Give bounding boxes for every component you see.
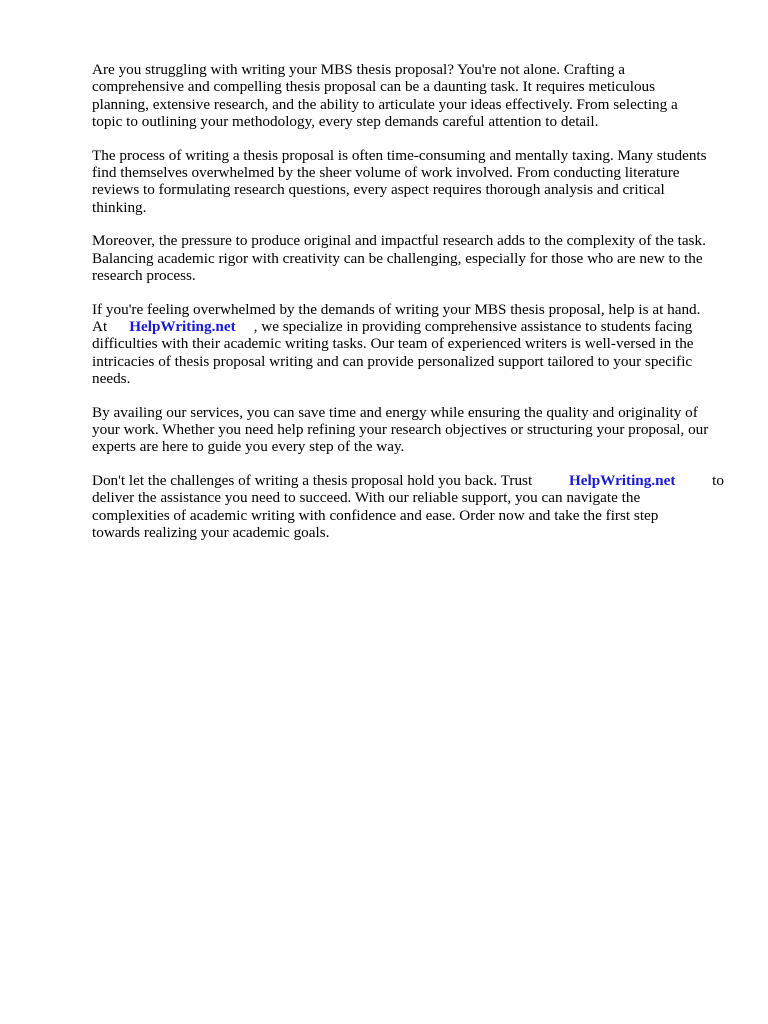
text-line: By availing our services, you can save time and energy while ensuring the quality and originality of	[92, 403, 698, 421]
text-line: experts are here to guide you every step of the way.	[92, 438, 405, 456]
text-line: topic to outlining your methodology, every step demands careful attention to detail.	[92, 112, 599, 130]
text-line: complexities of academic writing with confidence and ease. Order now and take the first step	[92, 506, 659, 524]
text-line: reviews to formulating research questions, every aspect requires thorough analysis and critical	[92, 181, 665, 199]
text-line: The process of writing a thesis proposal is often time-consuming and mentally taxing. Many students	[92, 146, 707, 164]
text-line: your work. Whether you need help refining your research objectives or structuring your proposal, our	[92, 421, 709, 439]
text-line: intricacies of thesis proposal writing and can provide personalized support tailored to your specific	[92, 352, 693, 370]
text-line: If you're feeling overwhelmed by the demands of writing your MBS thesis proposal, help is at hand.	[92, 300, 701, 318]
paragraph-help	[92, 301, 724, 387]
text-line: comprehensive and compelling thesis proposal can be a daunting task. It requires meticulous	[92, 78, 656, 96]
text-line: thinking.	[92, 198, 147, 216]
text-line-with-link	[92, 318, 724, 335]
helpwriting-link[interactable]: HelpWriting.net	[568, 472, 676, 490]
document-body	[92, 61, 724, 558]
text-prefix: Don't let the challenges of writing a thesis proposal hold you back. Trust	[92, 472, 533, 490]
text-line: Moreover, the pressure to produce original and impactful research adds to the complexity of the task.	[92, 232, 706, 250]
paragraph-intro	[92, 61, 724, 130]
paragraph-pressure	[92, 232, 724, 284]
helpwriting-link[interactable]: HelpWriting.net	[129, 318, 236, 336]
text-prefix: At	[92, 318, 108, 336]
text-line: Are you struggling with writing your MBS thesis proposal? You're not alone. Crafting a	[92, 61, 625, 78]
text-line: Balancing academic rigor with creativity can be challenging, especially for those who are new to the	[92, 249, 703, 267]
text-line-with-link	[92, 472, 724, 489]
text-line: difficulties with their academic writing tasks. Our team of experienced writers is well-versed in the	[92, 335, 694, 353]
paragraph-services	[92, 404, 724, 456]
text-line: towards realizing your academic goals.	[92, 524, 330, 542]
text-suffix: to	[712, 472, 724, 490]
text-line: find themselves overwhelmed by the sheer volume of work involved. From conducting literature	[92, 163, 680, 181]
text-line: deliver the assistance you need to succeed. With our reliable support, you can navigate the	[92, 489, 641, 507]
text-line: research process.	[92, 266, 196, 284]
paragraph-closing	[92, 472, 724, 541]
text-line: needs.	[92, 369, 131, 387]
paragraph-process	[92, 147, 724, 216]
text-suffix: , we specialize in providing comprehensive assistance to students facing	[253, 318, 693, 336]
text-line: planning, extensive research, and the ability to articulate your ideas effectively. From selecting a	[92, 95, 678, 113]
